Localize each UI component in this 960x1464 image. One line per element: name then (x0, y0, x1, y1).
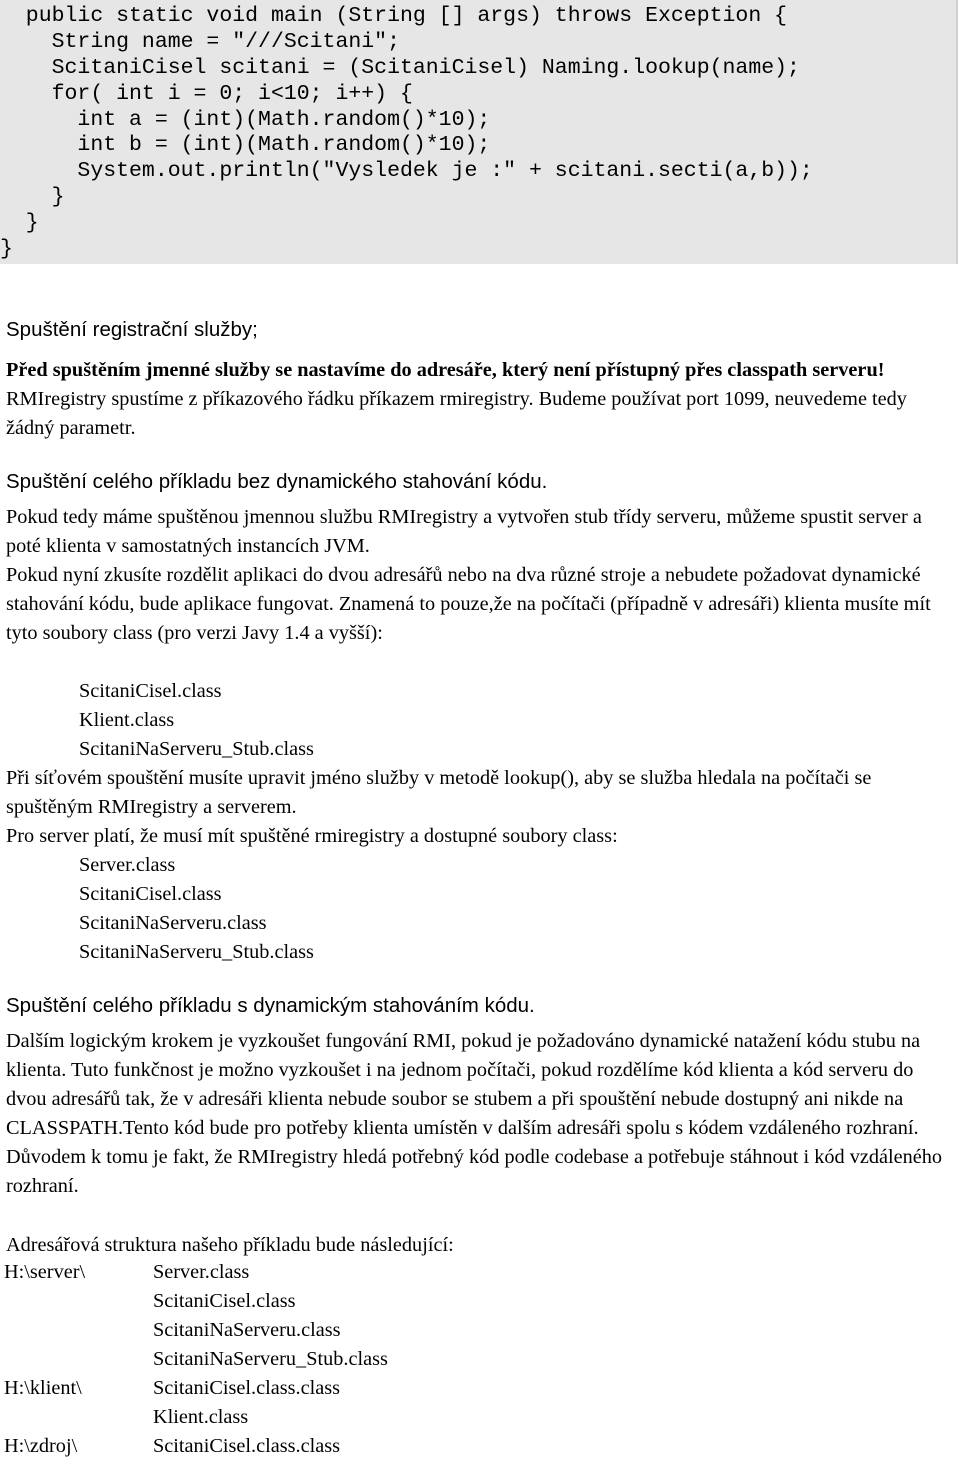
paragraph-static-1: Pokud tedy máme spuštěnou jmennou službu RMIregistry a vytvořen stub třídy serveru, můžeme spustit server a poté klienta v samostatných instancích JVM. (6, 506, 922, 557)
directory-path: H:\klient\ (4, 1377, 82, 1399)
paragraph-registry (6, 356, 956, 443)
directory-path (4, 1345, 153, 1374)
list-item: ScitaniNaServeru.class (79, 912, 267, 934)
directory-file: ScitaniNaServeru_Stub.class (153, 1348, 388, 1370)
section-heading-dynamic: Spuštění celého příkladu s dynamickým stahováním kódu. (6, 994, 535, 1017)
code-line: int b = (int)(Math.random()*10); (0, 133, 491, 158)
bold-warning: Před spuštěním jmenné služby se nastavíme do adresáře, který není přístupný přes classpath serveru! (6, 359, 885, 381)
paragraph-dynamic-2: Adresářová struktura našeho příkladu bude následující: (6, 1234, 454, 1256)
directory-structure (4, 1258, 388, 1461)
table-row (4, 1258, 388, 1287)
table-row (4, 1374, 388, 1403)
directory-path: H:\server\ (4, 1261, 86, 1283)
section-heading-static: Spuštění celého příkladu bez dynamického stahování kódu. (6, 470, 548, 493)
code-line: } (0, 237, 13, 262)
table-row (4, 1287, 388, 1316)
paragraph-static-4: Pro server platí, že musí mít spuštěné rmiregistry a dostupné soubory class: (6, 825, 618, 847)
directory-path (4, 1316, 153, 1345)
section-heading-registry: Spuštění registrační služby; (6, 318, 258, 341)
server-file-list (79, 851, 314, 967)
directory-file: ScitaniCisel.class.class (153, 1435, 341, 1457)
table-row (4, 1316, 388, 1345)
list-item: ScitaniNaServeru_Stub.class (79, 941, 314, 963)
table-row (4, 1403, 388, 1432)
code-block (0, 0, 958, 264)
directory-path (4, 1287, 153, 1316)
directory-file: ScitaniCisel.class.class (153, 1377, 341, 1399)
code-line: String name = "///Scitani"; (0, 29, 400, 54)
list-item: Klient.class (79, 709, 175, 731)
code-line: } (0, 185, 65, 210)
code-line: public static void main (String [] args) throws Exception { (0, 4, 788, 28)
paragraph-static-3: Při síťovém spouštění musíte upravit jméno služby v metodě lookup(), aby se služba hledala na počítači se spuštěným RMIregistry a serverem. (6, 767, 872, 818)
code-line: ScitaniCisel scitani = (ScitaniCisel) Naming.lookup(name); (0, 55, 800, 80)
list-item: ScitaniCisel.class (79, 883, 222, 905)
directory-path: H:\zdroj\ (4, 1435, 78, 1457)
directory-file: Klient.class (153, 1406, 249, 1428)
client-file-list (79, 677, 314, 764)
paragraph-text: RMIregistry spustíme z příkazového řádku příkazem rmiregistry. Budeme používat port 1099, neuvedeme tedy žádný parametr. (6, 388, 907, 439)
list-item: Server.class (79, 854, 176, 876)
table-row (4, 1432, 388, 1461)
directory-file: Server.class (153, 1261, 250, 1283)
paragraph-static-2: Pokud nyní zkusíte rozdělit aplikaci do dvou adresářů nebo na dva různé stroje a nebudete požadovat dynamické stahování kódu, bude aplikace fungovat. Znamená to pouze,že na počítači (případně v adresáři) klienta musíte mít tyto soubory class (pro verzi Javy 1.4 a vyšší): (6, 564, 931, 644)
paragraph-dynamic-1: Dalším logickým krokem je vyzkoušet fungování RMI, pokud je požadováno dynamické natažení kódu stubu na klienta. Tuto funkčnost je možno vyzkoušet i na jednom počítači, pokud rozdělíme kód klienta a kód serveru do dvou adresářů tak, že v adresáři klienta nebude soubor se stubem a při spouštění nebude dostupný ani nikde na CLASSPATH.Tento kód bude pro potřeby klienta umístěn v dalším adresáři spolu s kódem vzdáleného rozhraní. Důvodem k tomu je fakt, že RMIregistry hledá potřebný kód podle codebase a potřebuje stáhnout i kód vzdáleného rozhraní. (6, 1030, 943, 1197)
table-row (4, 1345, 388, 1374)
code-line: } (0, 211, 39, 236)
list-item: ScitaniCisel.class (79, 680, 222, 702)
list-item: ScitaniNaServeru_Stub.class (79, 738, 314, 760)
directory-file: ScitaniNaServeru.class (153, 1319, 341, 1341)
code-line: int a = (int)(Math.random()*10); (0, 107, 491, 132)
code-line: System.out.println("Vysledek je :" + scitani.secti(a,b)); (0, 159, 813, 184)
code-line: for( int i = 0; i<10; i++) { (0, 81, 413, 106)
directory-file: ScitaniCisel.class (153, 1290, 296, 1312)
directory-path (4, 1403, 153, 1432)
